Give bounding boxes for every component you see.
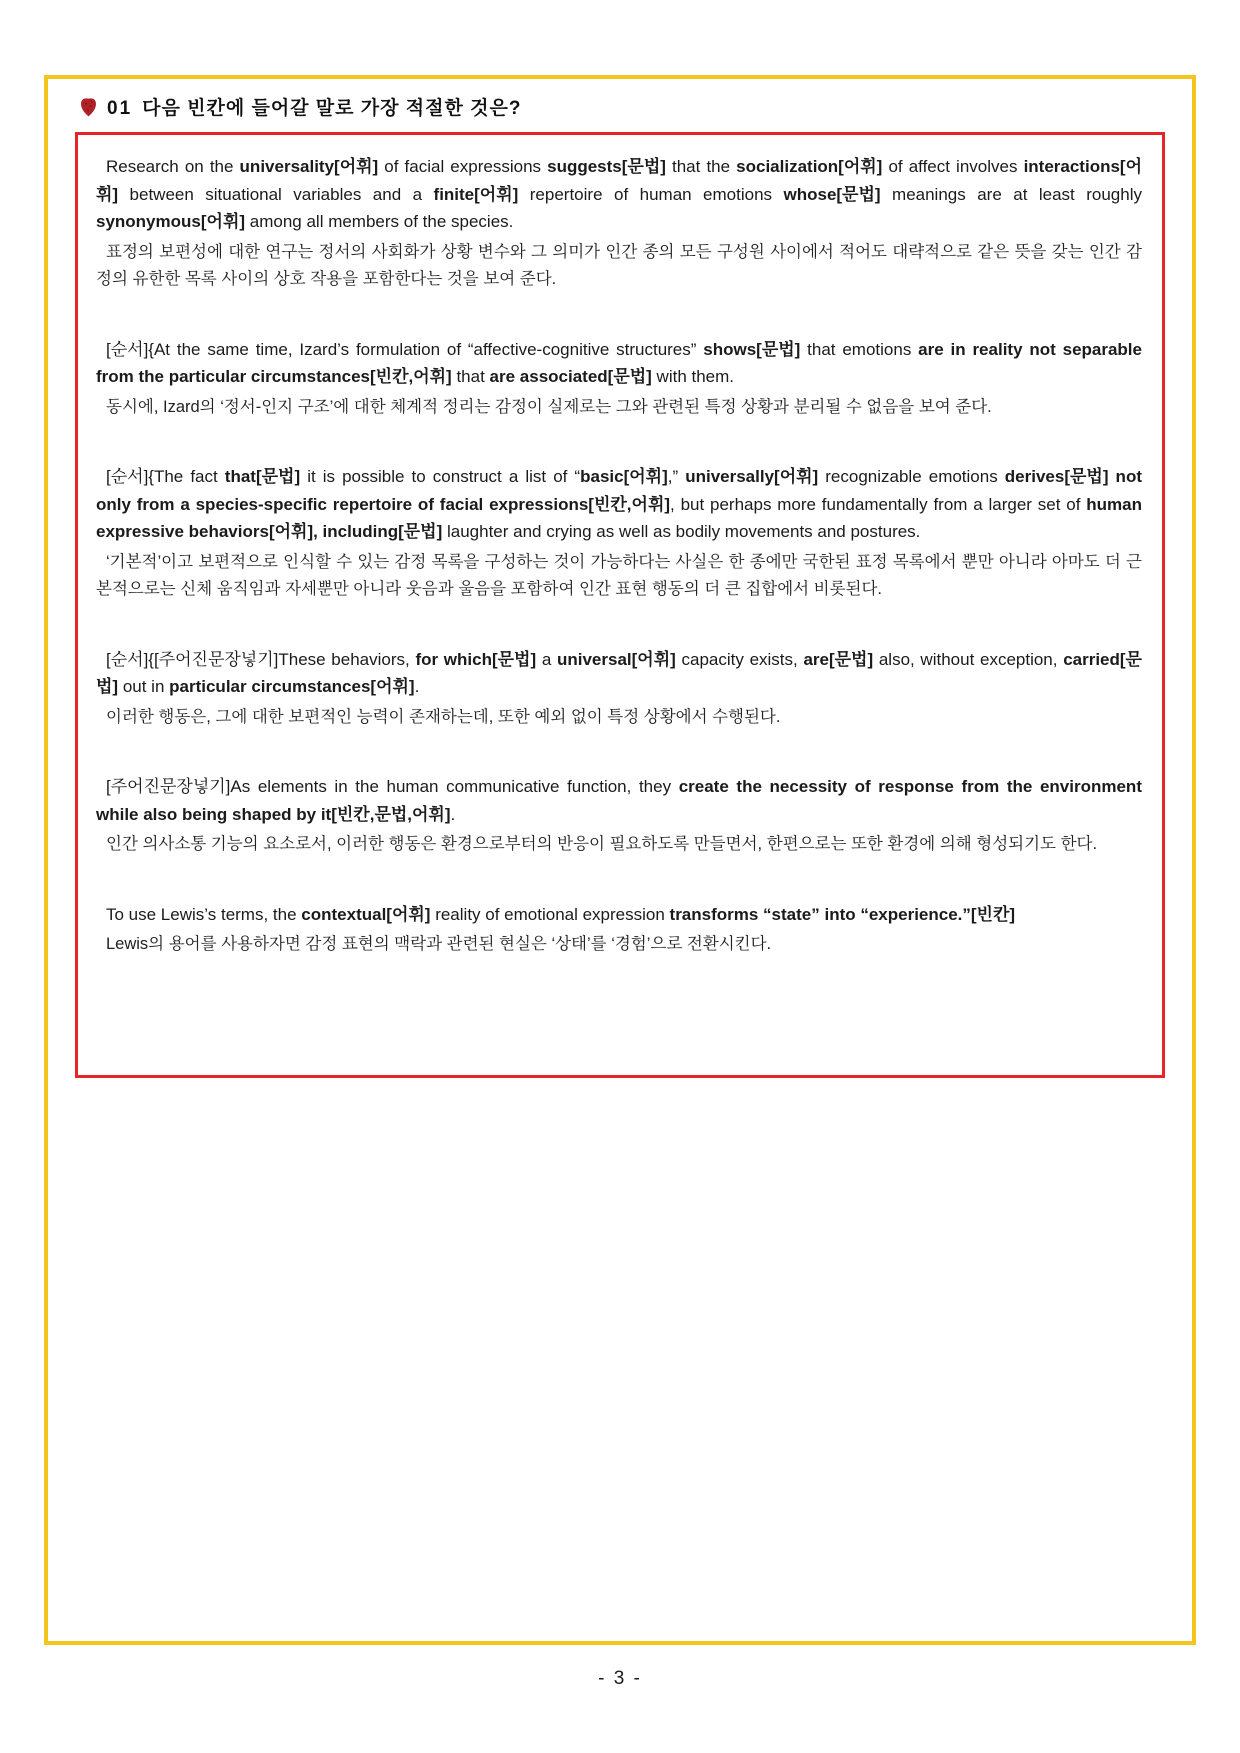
english-paragraph <box>96 773 1142 828</box>
plain-text: with them. <box>651 367 735 386</box>
highlighted-term: suggests[문법] <box>547 157 666 176</box>
highlighted-term: shows[문법] <box>703 339 801 359</box>
plain-text: meanings are at least roughly <box>880 184 1142 204</box>
plain-text: a <box>536 649 557 669</box>
highlighted-term: create the necessity of response from the environment while also being shaped by it[빈칸,문법,어휘] <box>96 777 1142 824</box>
highlighted-term: are in reality not separable from the particular circumstances[빈칸,어휘] <box>96 339 1142 386</box>
passage-block-4 <box>96 646 1142 732</box>
plain-text: [순서]{[주어진문장넣기]These behaviors, <box>106 649 416 669</box>
english-paragraph <box>96 646 1142 701</box>
korean-translation: 인간 의사소통 기능의 요소로서, 이러한 행동은 환경으로부터의 반응이 필요하도록 만들면서, 한편으로는 또한 환경에 의해 형성되기도 한다. <box>106 835 1098 853</box>
question-header <box>80 93 1192 120</box>
plain-text: , but perhaps more fundamentally from a larger set of <box>670 494 1087 514</box>
plain-text: between situational variables and a <box>118 184 434 204</box>
berry-bullet-icon <box>80 96 97 118</box>
highlighted-term: human expressive behaviors[어휘], including[문법] <box>96 494 1142 541</box>
highlighted-term: finite[어휘] <box>433 184 519 204</box>
passage-box <box>75 132 1165 1078</box>
highlighted-term: that[문법] <box>224 467 301 486</box>
highlighted-term: for which[문법] <box>415 649 537 669</box>
highlighted-term: are associated[문법] <box>489 367 652 386</box>
passage-block-2 <box>96 336 1142 422</box>
korean-translation: ‘기본적’이고 보편적으로 인식할 수 있는 감정 목록을 구성하는 것이 가능하다는 사실은 한 종에만 국한된 표정 목록에서 뿐만 아니라 아마도 더 근본적으로는 신체 움직임과 자세뿐만 아니라 웃음과 울음을 포함하여 인간 표현 행동의 더 큰 집합에서 비롯된다. <box>96 552 1142 598</box>
english-paragraph <box>96 901 1142 929</box>
passage-block-5 <box>96 773 1142 859</box>
english-paragraph <box>96 463 1142 546</box>
worksheet-frame <box>44 75 1196 1645</box>
plain-text: laughter and crying as well as bodily movements and postures. <box>442 522 921 541</box>
question-text: 다음 빈칸에 들어갈 말로 가장 적절한 것은? <box>142 98 522 119</box>
highlighted-term: contextual[어휘] <box>301 904 431 924</box>
plain-text: repertoire of human emotions <box>518 184 784 204</box>
korean-translation: Lewis의 용어를 사용하자면 감정 표현의 맥락과 관련된 현실은 ‘상태’를 ‘경험’으로 전환시킨다. <box>106 935 772 953</box>
passage-block-1 <box>96 153 1142 294</box>
passage-block-3 <box>96 463 1142 604</box>
english-paragraph <box>96 153 1142 236</box>
korean-translation: 동시에, Izard의 ‘정서-인지 구조’에 대한 체계적 정리는 감정이 실제로는 그와 관련된 특정 상황과 분리될 수 없음을 보여 준다. <box>106 397 992 416</box>
highlighted-term: universal[어휘] <box>556 649 676 669</box>
plain-text: recognizable emotions <box>818 467 1005 486</box>
page-number: - 3 - <box>598 1668 642 1689</box>
plain-text: also, without exception, <box>873 649 1064 669</box>
highlighted-term: transforms “state” into “experience.”[빈칸] <box>669 904 1016 924</box>
plain-text: ,” <box>667 467 686 486</box>
plain-text: it is possible to construct a list of “ <box>300 467 581 486</box>
plain-text: that <box>451 367 490 386</box>
highlighted-term: carried[문법] <box>96 649 1142 696</box>
korean-translation: 이러한 행동은, 그에 대한 보편적인 능력이 존재하는데, 또한 예외 없이 특정 상황에서 수행된다. <box>106 707 781 726</box>
plain-text: . <box>414 677 420 696</box>
plain-text: [순서]{At the same time, Izard’s formulation of “affective-cognitive structures” <box>106 339 704 359</box>
highlighted-term: whose[문법] <box>783 184 881 204</box>
highlighted-term: universality[어휘] <box>239 157 379 176</box>
plain-text: of facial expressions <box>378 157 548 176</box>
english-paragraph <box>96 336 1142 391</box>
highlighted-term: basic[어휘] <box>580 467 668 486</box>
plain-text: reality of emotional expression <box>430 904 670 924</box>
plain-text: of affect involves <box>882 157 1024 176</box>
plain-text: out in <box>118 677 170 696</box>
plain-text: Research on the <box>106 157 240 176</box>
question-number: 01 <box>107 98 133 119</box>
plain-text: . <box>450 804 456 824</box>
highlighted-term: universally[어휘] <box>685 467 819 486</box>
highlighted-term: are[문법] <box>803 649 874 669</box>
question-label <box>107 93 521 120</box>
highlighted-term: socialization[어휘] <box>736 157 883 176</box>
plain-text: that the <box>665 157 737 176</box>
passage-block-6 <box>96 901 1142 959</box>
plain-text: [주어진문장넣기]As elements in the human communicative function, they <box>106 777 679 796</box>
plain-text: among all members of the species. <box>245 212 514 231</box>
plain-text: that emotions <box>800 339 919 359</box>
plain-text: [순서]{The fact <box>106 467 225 486</box>
highlighted-term: particular circumstances[어휘] <box>169 677 415 696</box>
plain-text: To use Lewis’s terms, the <box>106 904 302 924</box>
highlighted-term: interactions[어휘] <box>96 157 1143 204</box>
korean-translation: 표정의 보편성에 대한 연구는 정서의 사회화가 상황 변수와 그 의미가 인간 종의 모든 구성원 사이에서 적어도 대략적으로 같은 뜻을 갖는 인간 감정의 유한한 목록 사이의 상호 작용을 포함한다는 것을 보여 준다. <box>96 242 1142 288</box>
highlighted-term: synonymous[어휘] <box>96 212 246 231</box>
highlighted-term: derives[문법] not only from a species-specific repertoire of facial expressions[빈칸,어휘] <box>96 467 1142 514</box>
plain-text: capacity exists, <box>675 649 804 669</box>
